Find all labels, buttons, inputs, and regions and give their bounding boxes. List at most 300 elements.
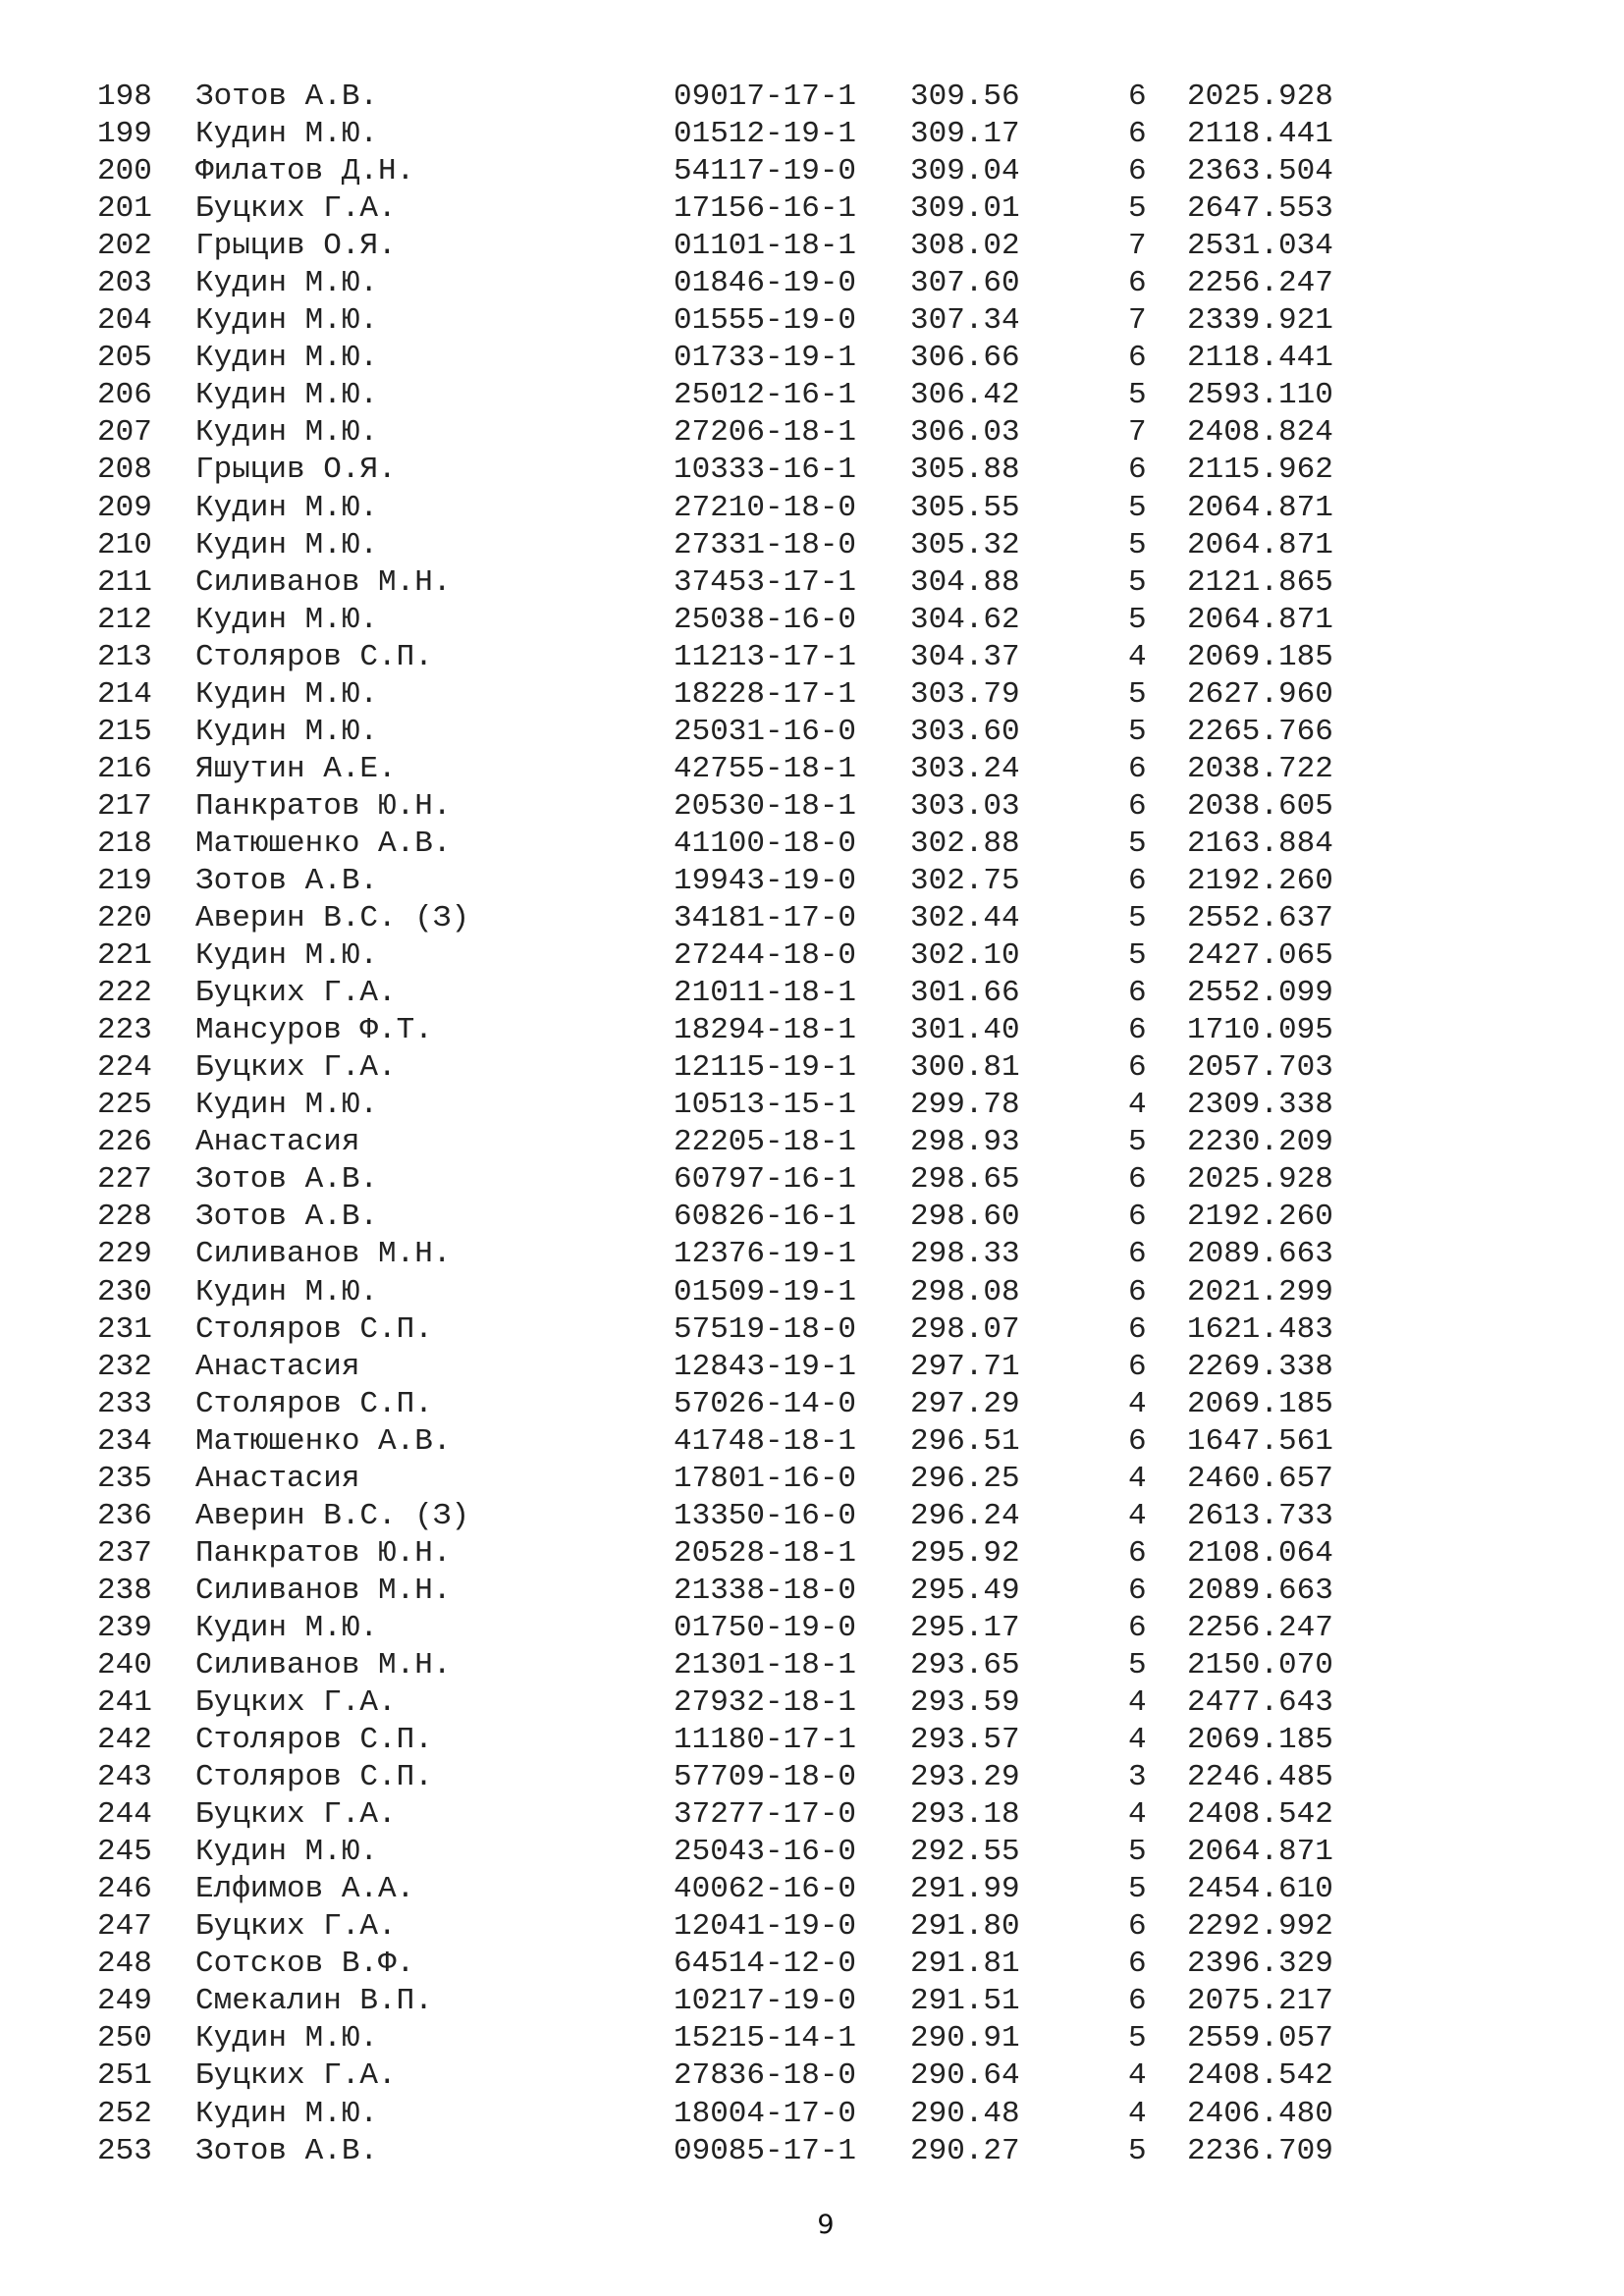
- row-number: 218: [97, 826, 152, 861]
- score-value: 295.49: [910, 1573, 1020, 1608]
- score-value: 293.57: [910, 1723, 1020, 1758]
- total-value: 2292.992: [1187, 1909, 1333, 1945]
- count-value: 4: [1128, 1685, 1147, 1721]
- person-name: Столяров С.П.: [195, 1760, 433, 1795]
- record-code: 19943-19-0: [674, 863, 857, 898]
- row-number: 216: [97, 751, 152, 786]
- person-name: Кудин М.Ю.: [195, 676, 379, 712]
- record-code: 12376-19-1: [674, 1237, 857, 1272]
- count-value: 5: [1128, 2133, 1147, 2168]
- score-value: 298.07: [910, 1311, 1020, 1347]
- count-value: 6: [1128, 976, 1147, 1011]
- total-value: 2021.299: [1187, 1274, 1333, 1309]
- count-value: 5: [1128, 1835, 1147, 1870]
- score-value: 301.40: [910, 1013, 1020, 1048]
- count-value: 6: [1128, 117, 1147, 152]
- total-value: 2075.217: [1187, 1984, 1333, 2019]
- person-name: Анастасия: [195, 1461, 360, 1496]
- score-value: 303.24: [910, 751, 1020, 786]
- total-value: 2192.260: [1187, 1200, 1333, 1235]
- score-value: 303.03: [910, 788, 1020, 824]
- total-value: 2408.824: [1187, 415, 1333, 451]
- row-number: 204: [97, 303, 152, 339]
- total-value: 2593.110: [1187, 378, 1333, 413]
- person-name: Аверин В.С. (З): [195, 901, 470, 936]
- total-value: 2025.928: [1187, 1162, 1333, 1198]
- score-value: 296.24: [910, 1498, 1020, 1533]
- person-name: Елфимов А.А.: [195, 1872, 415, 1907]
- total-value: 2454.610: [1187, 1872, 1333, 1907]
- record-code: 60826-16-1: [674, 1200, 857, 1235]
- row-number: 220: [97, 901, 152, 936]
- total-value: 2396.329: [1187, 1947, 1333, 1982]
- person-name: Силиванов М.Н.: [195, 1647, 452, 1682]
- record-code: 41100-18-0: [674, 826, 857, 861]
- person-name: Грыцив О.Я.: [195, 453, 397, 488]
- count-value: 6: [1128, 1013, 1147, 1048]
- person-name: Буцких Г.А.: [195, 191, 397, 227]
- count-value: 6: [1128, 1200, 1147, 1235]
- row-number: 215: [97, 714, 152, 749]
- row-number: 231: [97, 1311, 152, 1347]
- person-name: Столяров С.П.: [195, 1723, 433, 1758]
- count-value: 5: [1128, 191, 1147, 227]
- person-name: Буцких Г.А.: [195, 1909, 397, 1945]
- count-value: 6: [1128, 453, 1147, 488]
- total-value: 2069.185: [1187, 639, 1333, 674]
- row-number: 236: [97, 1498, 152, 1533]
- total-value: 2265.766: [1187, 714, 1333, 749]
- row-number: 221: [97, 938, 152, 974]
- count-value: 6: [1128, 1573, 1147, 1608]
- person-name: Кудин М.Ю.: [195, 1088, 379, 1123]
- score-value: 298.65: [910, 1162, 1020, 1198]
- count-value: 4: [1128, 1723, 1147, 1758]
- person-name: Матюшенко А.В.: [195, 1423, 452, 1459]
- count-value: 4: [1128, 2096, 1147, 2131]
- total-value: 2339.921: [1187, 303, 1333, 339]
- total-value: 2552.099: [1187, 976, 1333, 1011]
- row-number: 222: [97, 976, 152, 1011]
- record-code: 37453-17-1: [674, 564, 857, 600]
- score-value: 298.33: [910, 1237, 1020, 1272]
- person-name: Панкратов Ю.Н.: [195, 788, 452, 824]
- record-code: 11213-17-1: [674, 639, 857, 674]
- total-value: 2460.657: [1187, 1461, 1333, 1496]
- record-code: 27210-18-0: [674, 490, 857, 525]
- person-name: Кудин М.Ю.: [195, 527, 379, 562]
- person-name: Грыцив О.Я.: [195, 229, 397, 264]
- record-code: 01555-19-0: [674, 303, 857, 339]
- person-name: Анастасия: [195, 1125, 360, 1160]
- score-value: 293.65: [910, 1647, 1020, 1682]
- total-value: 1710.095: [1187, 1013, 1333, 1048]
- count-value: 4: [1128, 1088, 1147, 1123]
- person-name: Филатов Д.Н.: [195, 154, 415, 189]
- count-value: 6: [1128, 80, 1147, 114]
- row-number: 198: [97, 80, 152, 114]
- person-name: Столяров С.П.: [195, 1311, 433, 1347]
- row-number: 232: [97, 1349, 152, 1384]
- total-value: 2531.034: [1187, 229, 1333, 264]
- person-name: Столяров С.П.: [195, 639, 433, 674]
- row-number: 227: [97, 1162, 152, 1198]
- person-name: Смекалин В.П.: [195, 1984, 433, 2019]
- total-value: 2064.871: [1187, 527, 1333, 562]
- count-value: 6: [1128, 1349, 1147, 1384]
- count-value: 5: [1128, 901, 1147, 936]
- record-code: 54117-19-0: [674, 154, 857, 189]
- score-value: 297.29: [910, 1386, 1020, 1421]
- count-value: 7: [1128, 415, 1147, 451]
- count-value: 4: [1128, 2058, 1147, 2094]
- row-number: 202: [97, 229, 152, 264]
- row-number: 240: [97, 1647, 152, 1682]
- total-value: 2115.962: [1187, 453, 1333, 488]
- total-value: 2269.338: [1187, 1349, 1333, 1384]
- person-name: Кудин М.Ю.: [195, 1610, 379, 1645]
- person-name: Кудин М.Ю.: [195, 714, 379, 749]
- person-name: Яшутин А.Е.: [195, 751, 397, 786]
- row-number: 203: [97, 266, 152, 301]
- record-code: 27932-18-1: [674, 1685, 857, 1721]
- record-code: 37277-17-0: [674, 1797, 857, 1833]
- total-value: 2647.553: [1187, 191, 1333, 227]
- total-value: 2069.185: [1187, 1386, 1333, 1421]
- person-name: Кудин М.Ю.: [195, 378, 379, 413]
- row-number: 251: [97, 2058, 152, 2094]
- score-value: 293.29: [910, 1760, 1020, 1795]
- count-value: 6: [1128, 1909, 1147, 1945]
- person-name: Кудин М.Ю.: [195, 2096, 379, 2131]
- row-number: 225: [97, 1088, 152, 1123]
- total-value: 2057.703: [1187, 1050, 1333, 1086]
- total-value: 2121.865: [1187, 564, 1333, 600]
- row-number: 250: [97, 2021, 152, 2056]
- score-value: 307.60: [910, 266, 1020, 301]
- count-value: 6: [1128, 1274, 1147, 1309]
- person-name: Сотсков В.Ф.: [195, 1947, 415, 1982]
- row-number: 239: [97, 1610, 152, 1645]
- score-value: 305.32: [910, 527, 1020, 562]
- row-number: 201: [97, 191, 152, 227]
- row-number: 230: [97, 1274, 152, 1309]
- person-name: Панкратов Ю.Н.: [195, 1535, 452, 1571]
- total-value: 2627.960: [1187, 676, 1333, 712]
- record-code: 20530-18-1: [674, 788, 857, 824]
- row-number: 217: [97, 788, 152, 824]
- count-value: 6: [1128, 1610, 1147, 1645]
- row-number: 244: [97, 1797, 152, 1833]
- score-value: 302.75: [910, 863, 1020, 898]
- count-value: 6: [1128, 1947, 1147, 1982]
- row-number: 205: [97, 341, 152, 376]
- total-value: 2427.065: [1187, 938, 1333, 974]
- total-value: 2256.247: [1187, 266, 1333, 301]
- record-code: 01101-18-1: [674, 229, 857, 264]
- score-value: 293.18: [910, 1797, 1020, 1833]
- count-value: 7: [1128, 229, 1147, 264]
- score-value: 297.71: [910, 1349, 1020, 1384]
- count-value: 6: [1128, 1311, 1147, 1347]
- record-code: 25038-16-0: [674, 602, 857, 637]
- score-value: 291.80: [910, 1909, 1020, 1945]
- total-value: 2163.884: [1187, 826, 1333, 861]
- score-value: 309.17: [910, 117, 1020, 152]
- total-value: 2477.643: [1187, 1685, 1333, 1721]
- count-value: 6: [1128, 1535, 1147, 1571]
- score-value: 303.79: [910, 676, 1020, 712]
- record-code: 10217-19-0: [674, 1984, 857, 2019]
- count-value: 3: [1128, 1760, 1147, 1795]
- score-value: 304.62: [910, 602, 1020, 637]
- record-code: 22205-18-1: [674, 1125, 857, 1160]
- row-number: 229: [97, 1237, 152, 1272]
- row-number: 235: [97, 1461, 152, 1496]
- record-code: 13350-16-0: [674, 1498, 857, 1533]
- person-name: Столяров С.П.: [195, 1386, 433, 1421]
- row-number: 210: [97, 527, 152, 562]
- total-value: 2118.441: [1187, 341, 1333, 376]
- person-name: Матюшенко А.В.: [195, 826, 452, 861]
- record-code: 42755-18-1: [674, 751, 857, 786]
- total-value: 2025.928: [1187, 80, 1333, 114]
- score-value: 302.10: [910, 938, 1020, 974]
- total-value: 2038.605: [1187, 788, 1333, 824]
- record-code: 01846-19-0: [674, 266, 857, 301]
- count-value: 6: [1128, 1162, 1147, 1198]
- person-name: Кудин М.Ю.: [195, 602, 379, 637]
- page-number: 9: [817, 2210, 835, 2240]
- row-number: 223: [97, 1013, 152, 1048]
- row-number: 237: [97, 1535, 152, 1571]
- count-value: 5: [1128, 1125, 1147, 1160]
- record-code: 18228-17-1: [674, 676, 857, 712]
- score-value: 303.60: [910, 714, 1020, 749]
- count-value: 6: [1128, 751, 1147, 786]
- person-name: Кудин М.Ю.: [195, 1835, 379, 1870]
- row-number: 212: [97, 602, 152, 637]
- record-code: 21301-18-1: [674, 1647, 857, 1682]
- score-value: 306.66: [910, 341, 1020, 376]
- person-name: Силиванов М.Н.: [195, 1237, 452, 1272]
- total-value: 2309.338: [1187, 1088, 1333, 1123]
- count-value: 6: [1128, 154, 1147, 189]
- score-value: 308.02: [910, 229, 1020, 264]
- score-value: 300.81: [910, 1050, 1020, 1086]
- count-value: 6: [1128, 1050, 1147, 1086]
- score-value: 309.56: [910, 80, 1020, 114]
- score-value: 296.51: [910, 1423, 1020, 1459]
- total-value: 2064.871: [1187, 1835, 1333, 1870]
- row-number: 206: [97, 378, 152, 413]
- record-code: 41748-18-1: [674, 1423, 857, 1459]
- person-name: Буцких Г.А.: [195, 976, 397, 1011]
- score-value: 299.78: [910, 1088, 1020, 1123]
- count-value: 5: [1128, 1872, 1147, 1907]
- row-number: 219: [97, 863, 152, 898]
- score-value: 304.88: [910, 564, 1020, 600]
- row-number: 234: [97, 1423, 152, 1459]
- person-name: Анастасия: [195, 1349, 360, 1384]
- total-value: 2256.247: [1187, 1610, 1333, 1645]
- row-number: 211: [97, 564, 152, 600]
- score-value: 305.88: [910, 453, 1020, 488]
- record-code: 17156-16-1: [674, 191, 857, 227]
- record-code: 57026-14-0: [674, 1386, 857, 1421]
- record-code: 25012-16-1: [674, 378, 857, 413]
- row-number: 248: [97, 1947, 152, 1982]
- score-value: 290.64: [910, 2058, 1020, 2094]
- count-value: 5: [1128, 602, 1147, 637]
- person-name: Буцких Г.А.: [195, 1797, 397, 1833]
- row-number: 253: [97, 2133, 152, 2168]
- record-code: 27206-18-1: [674, 415, 857, 451]
- row-number: 243: [97, 1760, 152, 1795]
- count-value: 5: [1128, 1647, 1147, 1682]
- record-code: 10333-16-1: [674, 453, 857, 488]
- record-code: 12843-19-1: [674, 1349, 857, 1384]
- total-value: 2108.064: [1187, 1535, 1333, 1571]
- row-number: 214: [97, 676, 152, 712]
- score-value: 305.55: [910, 490, 1020, 525]
- total-value: 2118.441: [1187, 117, 1333, 152]
- record-code: 01750-19-0: [674, 1610, 857, 1645]
- score-value: 292.55: [910, 1835, 1020, 1870]
- row-number: 224: [97, 1050, 152, 1086]
- record-code: 57519-18-0: [674, 1311, 857, 1347]
- record-code: 10513-15-1: [674, 1088, 857, 1123]
- record-code: 34181-17-0: [674, 901, 857, 936]
- total-value: 2150.070: [1187, 1647, 1333, 1682]
- total-value: 2246.485: [1187, 1760, 1333, 1795]
- record-code: 09017-17-1: [674, 80, 857, 114]
- record-code: 20528-18-1: [674, 1535, 857, 1571]
- person-name: Кудин М.Ю.: [195, 1274, 379, 1309]
- row-number: 213: [97, 639, 152, 674]
- record-code: 01512-19-1: [674, 117, 857, 152]
- person-name: Буцких Г.А.: [195, 2058, 397, 2094]
- count-value: 6: [1128, 341, 1147, 376]
- score-value: 290.27: [910, 2133, 1020, 2168]
- row-number: 246: [97, 1872, 152, 1907]
- score-value: 306.03: [910, 415, 1020, 451]
- record-code: 11180-17-1: [674, 1723, 857, 1758]
- record-code: 18294-18-1: [674, 1013, 857, 1048]
- score-value: 291.81: [910, 1947, 1020, 1982]
- score-value: 298.60: [910, 1200, 1020, 1235]
- total-value: 2408.542: [1187, 1797, 1333, 1833]
- person-name: Кудин М.Ю.: [195, 266, 379, 301]
- record-code: 09085-17-1: [674, 2133, 857, 2168]
- row-number: 208: [97, 453, 152, 488]
- total-value: 2552.637: [1187, 901, 1333, 936]
- person-name: Кудин М.Ю.: [195, 117, 379, 152]
- row-number: 207: [97, 415, 152, 451]
- score-value: 296.25: [910, 1461, 1020, 1496]
- total-value: 2089.663: [1187, 1237, 1333, 1272]
- record-code: 18004-17-0: [674, 2096, 857, 2131]
- score-value: 291.99: [910, 1872, 1020, 1907]
- person-name: Мансуров Ф.Т.: [195, 1013, 433, 1048]
- score-value: 291.51: [910, 1984, 1020, 2019]
- row-number: 247: [97, 1909, 152, 1945]
- person-name: Буцких Г.А.: [195, 1050, 397, 1086]
- person-name: Аверин В.С. (З): [195, 1498, 470, 1533]
- score-value: 302.88: [910, 826, 1020, 861]
- total-value: 1647.561: [1187, 1423, 1333, 1459]
- total-value: 2038.722: [1187, 751, 1333, 786]
- person-name: Зотов А.В.: [195, 1200, 379, 1235]
- row-number: 238: [97, 1573, 152, 1608]
- record-code: 17801-16-0: [674, 1461, 857, 1496]
- count-value: 5: [1128, 564, 1147, 600]
- record-code: 15215-14-1: [674, 2021, 857, 2056]
- total-value: 2089.663: [1187, 1573, 1333, 1608]
- score-value: 301.66: [910, 976, 1020, 1011]
- row-number: 233: [97, 1386, 152, 1421]
- total-value: 2192.260: [1187, 863, 1333, 898]
- person-name: Кудин М.Ю.: [195, 341, 379, 376]
- count-value: 5: [1128, 378, 1147, 413]
- total-value: 2363.504: [1187, 154, 1333, 189]
- record-code: 64514-12-0: [674, 1947, 857, 1982]
- row-number: 209: [97, 490, 152, 525]
- score-value: 304.37: [910, 639, 1020, 674]
- record-code: 40062-16-0: [674, 1872, 857, 1907]
- record-code: 27331-18-0: [674, 527, 857, 562]
- count-value: 6: [1128, 1423, 1147, 1459]
- count-value: 4: [1128, 1461, 1147, 1496]
- person-name: Зотов А.В.: [195, 80, 379, 114]
- count-value: 4: [1128, 1797, 1147, 1833]
- score-value: 290.91: [910, 2021, 1020, 2056]
- person-name: Зотов А.В.: [195, 863, 379, 898]
- record-code: 21338-18-0: [674, 1573, 857, 1608]
- row-number: 249: [97, 1984, 152, 2019]
- score-value: 306.42: [910, 378, 1020, 413]
- count-value: 6: [1128, 1984, 1147, 2019]
- score-value: 298.08: [910, 1274, 1020, 1309]
- count-value: 5: [1128, 2021, 1147, 2056]
- count-value: 6: [1128, 266, 1147, 301]
- person-name: Буцких Г.А.: [195, 1685, 397, 1721]
- row-number: 245: [97, 1835, 152, 1870]
- score-value: 307.34: [910, 303, 1020, 339]
- person-name: Силиванов М.Н.: [195, 1573, 452, 1608]
- count-value: 4: [1128, 1386, 1147, 1421]
- count-value: 5: [1128, 527, 1147, 562]
- total-value: 2064.871: [1187, 490, 1333, 525]
- person-name: Кудин М.Ю.: [195, 303, 379, 339]
- count-value: 5: [1128, 676, 1147, 712]
- record-code: 21011-18-1: [674, 976, 857, 1011]
- count-value: 5: [1128, 938, 1147, 974]
- count-value: 5: [1128, 714, 1147, 749]
- record-code: 25031-16-0: [674, 714, 857, 749]
- total-value: 2559.057: [1187, 2021, 1333, 2056]
- record-code: 57709-18-0: [674, 1760, 857, 1795]
- record-code: 12115-19-1: [674, 1050, 857, 1086]
- person-name: Кудин М.Ю.: [195, 2021, 379, 2056]
- score-value: 302.44: [910, 901, 1020, 936]
- row-number: 252: [97, 2096, 152, 2131]
- total-value: 2069.185: [1187, 1723, 1333, 1758]
- score-value: 298.93: [910, 1125, 1020, 1160]
- person-name: Кудин М.Ю.: [195, 415, 379, 451]
- record-code: 25043-16-0: [674, 1835, 857, 1870]
- total-value: 2230.209: [1187, 1125, 1333, 1160]
